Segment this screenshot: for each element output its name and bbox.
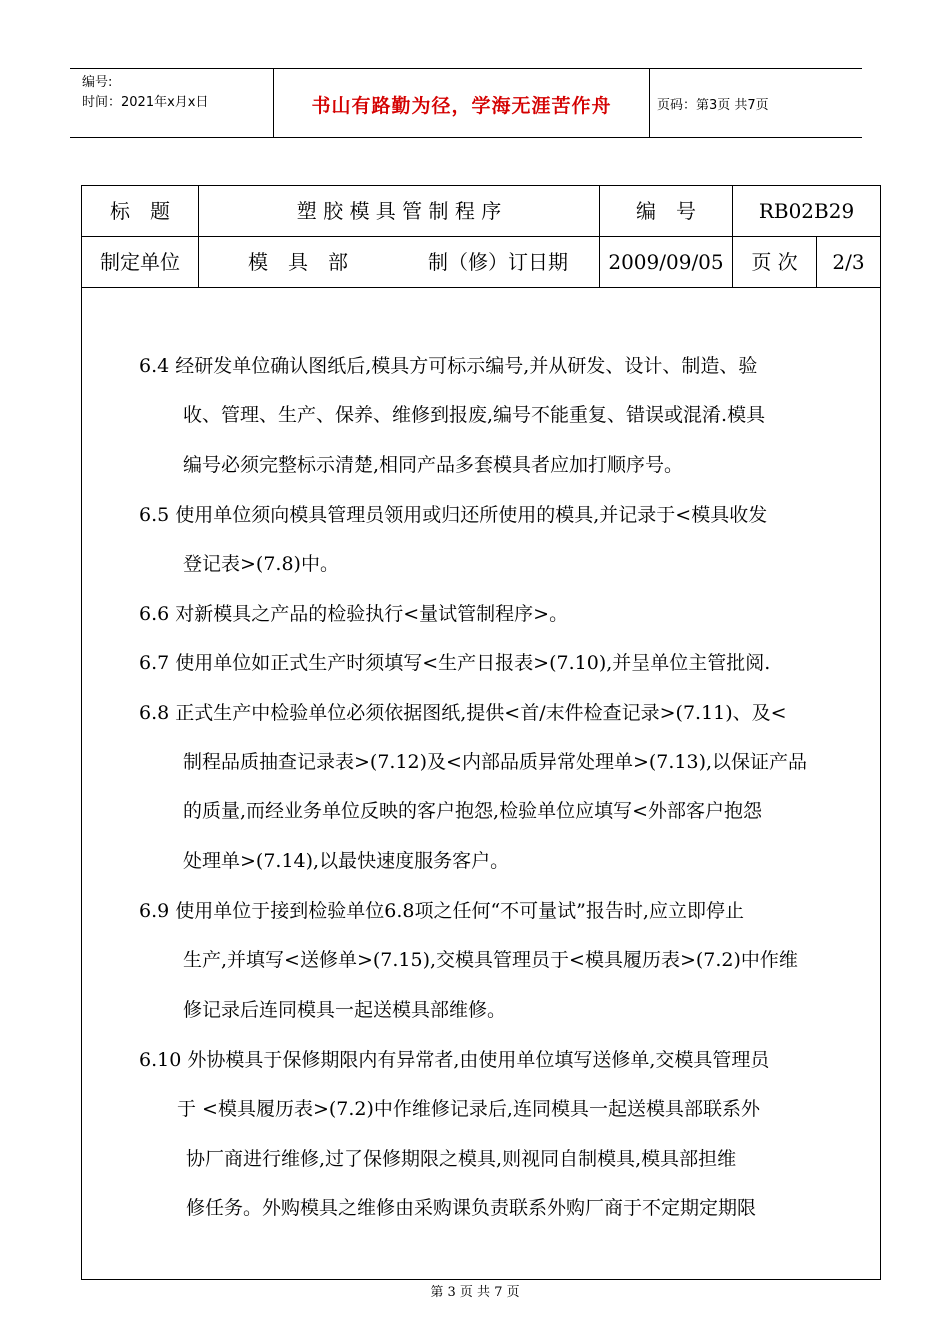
- motto-text: 书山有路勤为径，学海无涯苦作舟: [311, 95, 612, 117]
- text-line: 编号必须完整标示清楚,相同产品多套模具者应加打顺序号。: [183, 454, 684, 476]
- text-line: 于 <模具履历表>(7.2)中作维修记录后,连同模具一起送模具部联系外: [177, 1098, 760, 1120]
- info-row: [82, 237, 880, 288]
- header-page-cell: [649, 69, 862, 137]
- time-label: 时间：2021年x月x日: [82, 95, 209, 110]
- date-label: 制（修）订日期: [428, 250, 568, 274]
- text-line: 处理单>(7.14),以最快速度服务客户。: [183, 850, 510, 872]
- text-line: 协厂商进行维修,过了保修期限之模具,则视同自制模具,模具部担维: [186, 1148, 737, 1170]
- number-value: RB02B29: [732, 186, 880, 236]
- document-header: [70, 68, 862, 138]
- unit-value: 模 具 部: [198, 237, 397, 287]
- text-line: 6.9 使用单位于接到检验单位6.8项之任何“不可量试”报告时,应立即停止: [139, 900, 744, 922]
- text-line: 登记表>(7.8)中。: [183, 553, 339, 575]
- header-motto-cell: [273, 69, 650, 137]
- text-line: 6.10 外协模具于保修期限内有异常者,由使用单位填写送修单,交模具管理员: [139, 1049, 770, 1071]
- text-line: 6.6 对新模具之产品的检验执行<量试管制程序>。: [139, 603, 569, 625]
- page-footer: 第 3 页 共 7 页: [430, 1285, 520, 1300]
- title-label: 标 题: [110, 199, 170, 223]
- text-line: 6.7 使用单位如正式生产时须填写<生产日报表>(7.10),并呈单位主管批阅.: [139, 652, 771, 674]
- page-label: 页 次: [732, 237, 816, 287]
- text-line: 生产,并填写<送修单>(7.15),交模具管理员于<模具履历表>(7.2)中作维: [183, 949, 798, 971]
- unit-label: 制定单位: [100, 250, 180, 274]
- title-value: 塑 胶 模 具 管 制 程 序: [198, 186, 599, 236]
- text-line: 6.5 使用单位须向模具管理员领用或归还所使用的模具,并记录于<模具收发: [139, 504, 768, 526]
- code-label: 编号:: [82, 75, 113, 90]
- title-row: [82, 186, 880, 237]
- text-line: 修记录后连同模具一起送模具部维修。: [183, 999, 507, 1021]
- page-info: 页码：第3页 共7页: [657, 98, 769, 113]
- header-meta: [70, 69, 273, 137]
- date-value: 2009/09/05: [599, 237, 732, 287]
- page-value: 2/3: [816, 237, 880, 287]
- text-line: 的质量,而经业务单位反映的客户抱怨,检验单位应填写<外部客户抱怨: [183, 800, 763, 822]
- procedure-frame: [81, 185, 881, 1280]
- text-line: 6.8 正式生产中检验单位必须依据图纸,提供<首/末件检查记录>(7.11)、及<: [139, 702, 787, 724]
- text-line: 收、管理、生产、保养、维修到报废,编号不能重复、错误或混淆.模具: [183, 404, 766, 426]
- number-label: 编 号: [599, 186, 732, 236]
- text-line: 修任务。外购模具之维修由采购课负责联系外购厂商于不定期定期限: [186, 1197, 757, 1219]
- text-line: 6.4 经研发单位确认图纸后,模具方可标示编号,并从研发、设计、制造、验: [139, 355, 758, 377]
- text-line: 制程品质抽查记录表>(7.12)及<内部品质异常处理单>(7.13),以保证产品: [183, 751, 808, 773]
